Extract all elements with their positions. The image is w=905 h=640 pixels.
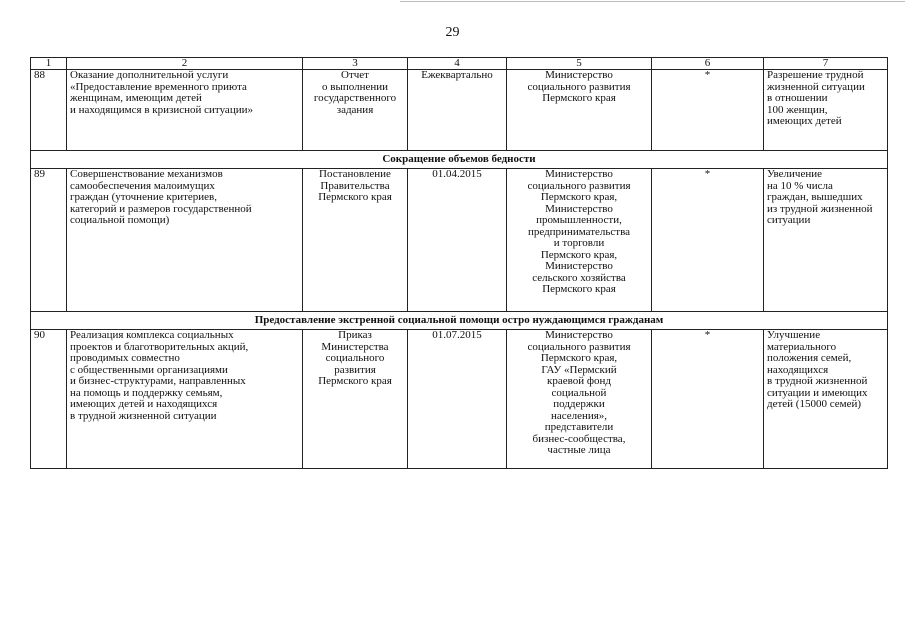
top-rule [400,1,905,2]
table-row [31,169,888,312]
section-header-row [31,312,888,330]
section-title: Предоставление экстренной социальной помощи остро нуждающимся гражданам [31,312,888,330]
row-number: 90 [31,330,67,469]
result-cell: Улучшение материального положения семей, находящихся в трудной жизненной ситуации и имеющих детей (15000 семей) [764,330,888,469]
table-row [31,70,888,151]
executor-cell: Министерство социального развития Пермского края, ГАУ «Пермский краевой фонд социальной поддержки населения», представители бизнес-сообщества, частные лица [507,330,652,469]
section-title: Сокращение объемов бедности [31,151,888,169]
result-cell: Разрешение трудной жизненной ситуации в отношении 100 женщин, имеющих детей [764,70,888,151]
col6-cell: * [652,330,764,469]
executor-cell: Министерство социального развития Пермского края, Министерство промышленности, предпринимательства и торговли Пермского края, Министерство сельского хозяйства Пермского края [507,169,652,312]
deadline-cell: 01.04.2015 [408,169,507,312]
measure-cell: Оказание дополнительной услуги «Предоставление временного приюта женщинам, имеющим детей и находящимся в кризисной ситуации» [67,70,303,151]
col6-cell: * [652,70,764,151]
deadline-cell: 01.07.2015 [408,330,507,469]
table-row [31,330,888,469]
column-number-row [31,58,888,70]
row-number: 88 [31,70,67,151]
row-number: 89 [31,169,67,312]
column-header-5: 5 [507,58,652,70]
col6-cell: * [652,169,764,312]
executor-cell: Министерство социального развития Пермского края [507,70,652,151]
result-cell: Увеличение на 10 % числа граждан, вышедших из трудной жизненной ситуации [764,169,888,312]
column-header-4: 4 [408,58,507,70]
column-header-7: 7 [764,58,888,70]
column-header-2: 2 [67,58,303,70]
column-header-1: 1 [31,58,67,70]
section-header-row [31,151,888,169]
document-cell: Отчет о выполнении государственного задания [303,70,408,151]
document-cell: Постановление Правительства Пермского края [303,169,408,312]
measures-table [30,57,888,469]
deadline-cell: Ежеквартально [408,70,507,151]
page-number: 29 [445,25,460,40]
document-cell: Приказ Министерства социального развития Пермского края [303,330,408,469]
column-header-3: 3 [303,58,408,70]
measure-cell: Реализация комплекса социальных проектов и благотворительных акций, проводимых совместно с общественными организациями и бизнес-структурами, направленных на помощь и поддержку семьям, имеющих детей и находящихся в трудной жизненной ситуации [67,330,303,469]
column-header-6: 6 [652,58,764,70]
measure-cell: Совершенствование механизмов самообеспечения малоимущих граждан (уточнение критериев, категорий и размеров государственной социальной помощи) [67,169,303,312]
